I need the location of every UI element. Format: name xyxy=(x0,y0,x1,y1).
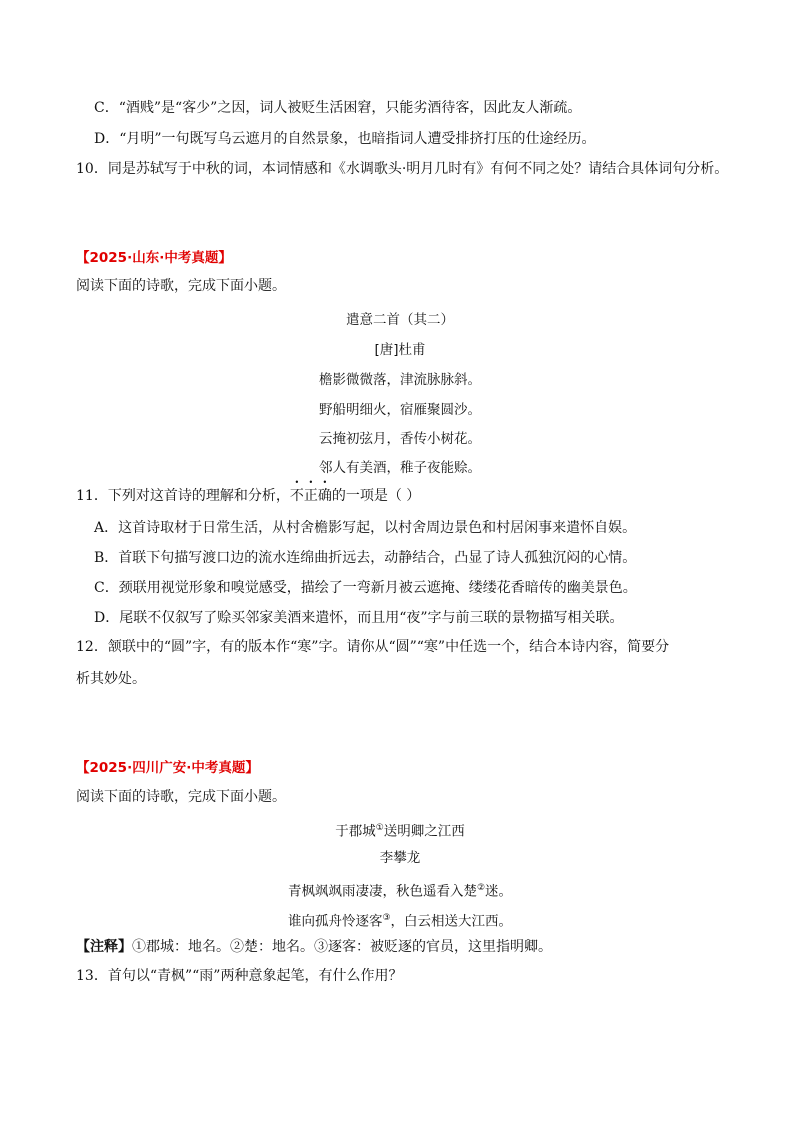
footnote-mark: ② xyxy=(476,883,486,893)
poem-title-part: 送明卿之江西 xyxy=(383,823,465,840)
poem-line: 云掩初弦月，香传小树花。 xyxy=(319,431,481,447)
question-13: 13．首句以“青枫”“雨”两种意象起笔，有什么作用？ xyxy=(76,968,403,984)
question-11-suffix: 的一项是（ ） xyxy=(331,488,421,504)
poem-author: [唐]杜甫 xyxy=(374,342,426,358)
q11-option-c: C．颈联用视觉形象和嗅觉感受，描绘了一弯新月被云遮掩、缕缕花香暗传的幽美景色。 xyxy=(94,580,637,596)
poem-line: 野船明细火，宿雁聚圆沙。 xyxy=(319,402,481,418)
poem-line-part: 迷。 xyxy=(485,883,513,900)
instruction: 阅读下面的诗歌，完成下面小题。 xyxy=(76,278,286,294)
question-12-cont: 析其妙处。 xyxy=(76,671,146,687)
poem-line xyxy=(0,878,800,902)
poem-line-part: 谁向孤舟怜逐客 xyxy=(287,913,383,930)
q11-option-d: D．尾联不仅叙写了赊买邻家美酒来遣怀，而且用“夜”字与前三联的景物描写相关联。 xyxy=(94,610,624,626)
q11-option-b: B．首联下句描写渡口边的流水连绵曲折远去，动静结合，凸显了诗人孤独沉闷的心情。 xyxy=(94,550,637,566)
poem-title-part: 于郡城 xyxy=(335,823,376,840)
poem-title xyxy=(0,818,800,842)
emphasis-char: 确 xyxy=(317,488,332,504)
poem-line: 邻人有美酒，稚子夜能赊。 xyxy=(319,460,481,476)
annotation xyxy=(76,937,552,957)
poem-line-part: ，白云相送大江西。 xyxy=(390,913,513,930)
footnote-mark: ① xyxy=(375,823,384,833)
poem-line-part: 青枫飒飒雨凄凄，秋色遥看入楚 xyxy=(287,883,477,900)
emphasis-char: 不 xyxy=(289,488,304,504)
q9-option-d: D．“月明”一句既写乌云遮月的自然景象，也暗指词人遭受排挤打压的仕途经历。 xyxy=(94,131,596,147)
poem-author: 李攀龙 xyxy=(379,850,421,866)
poem-line xyxy=(0,908,800,932)
source-tag-guangan: 【2025·四川广安·中考真题】 xyxy=(76,760,259,776)
instruction: 阅读下面的诗歌，完成下面小题。 xyxy=(76,789,286,805)
q11-option-a: A．这首诗取材于日常生活，从村舍檐影写起，以村舍周边景色和村居闲事来遣怀自娱。 xyxy=(94,520,637,536)
annotation-label: 【注释】 xyxy=(76,939,132,955)
footnote-mark: ③ xyxy=(382,913,391,923)
poem-line: 檐影微微落，津流脉脉斜。 xyxy=(319,372,481,388)
emphasis-char: 正 xyxy=(303,488,318,504)
q9-option-c: C．“酒贱”是“客少”之因，词人被贬生活困窘，只能劣酒待客，因此友人渐疏。 xyxy=(94,100,582,116)
poem-title: 遣意二首（其二） xyxy=(346,312,454,328)
annotation-text: ①郡城：地名。②楚：地名。③逐客：被贬逐的官员，这里指明卿。 xyxy=(132,939,552,955)
question-11-prefix: 11．下列对这首诗的理解和分析， xyxy=(76,488,290,504)
question-11 xyxy=(76,486,420,506)
source-tag-shandong: 【2025·山东·中考真题】 xyxy=(76,250,232,266)
question-12: 12．颔联中的“圆”字，有的版本作“寒”字。请你从“圆”“寒”中任选一个，结合本诗内容，简要分 xyxy=(76,639,670,655)
question-10: 10．同是苏轼写于中秋的词，本词情感和《水调歌头·明月几时有》有何不同之处？请结合具体词句分析。 xyxy=(76,161,729,177)
